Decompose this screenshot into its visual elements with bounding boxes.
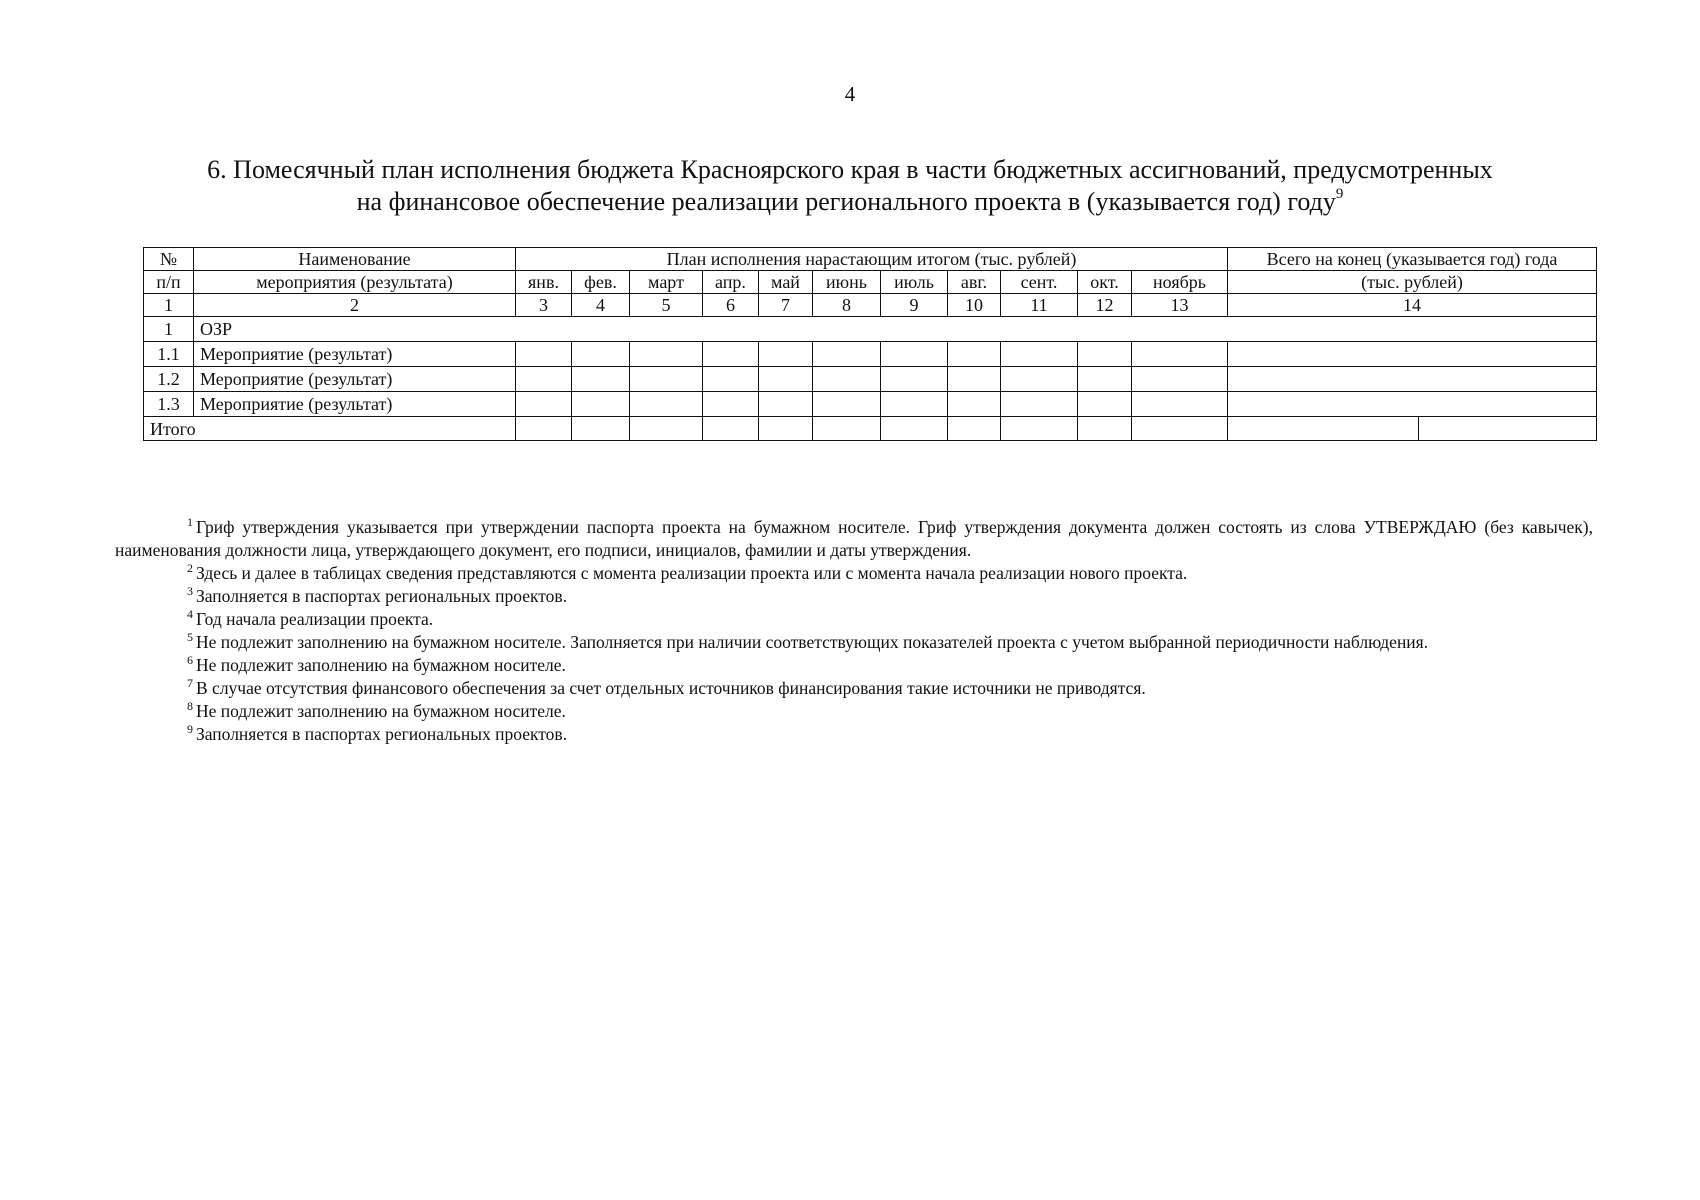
cell <box>1228 367 1597 392</box>
section-title <box>120 154 1580 218</box>
table-row <box>144 342 1597 367</box>
footnote <box>115 700 1593 723</box>
cell <box>1228 392 1597 417</box>
header-total-line-2: (тыс. рублей) <box>1228 271 1597 294</box>
column-number: 5 <box>630 294 703 317</box>
cell <box>1001 392 1078 417</box>
cell <box>1078 392 1132 417</box>
footnote <box>115 631 1593 654</box>
cell <box>759 342 813 367</box>
month-header: май <box>759 271 813 294</box>
header-name-line-2: мероприятия (результата) <box>194 271 516 294</box>
footnote-text: Год начала реализации проекта. <box>196 609 434 629</box>
cell <box>1228 417 1419 441</box>
total-row <box>144 417 1597 441</box>
footnote-ref: 6 <box>187 653 193 667</box>
footnote <box>115 723 1593 746</box>
month-header: окт. <box>1078 271 1132 294</box>
footnote <box>115 562 1593 585</box>
cell <box>881 342 948 367</box>
cell <box>813 367 881 392</box>
month-header: ноябрь <box>1132 271 1228 294</box>
cell <box>516 392 572 417</box>
row-num: 1.1 <box>144 342 194 367</box>
footnote <box>115 516 1593 562</box>
cell <box>948 417 1001 441</box>
cell <box>813 392 881 417</box>
column-number: 6 <box>703 294 759 317</box>
cell <box>703 392 759 417</box>
footnote-ref: 3 <box>187 584 193 598</box>
footnote-text: Заполняется в паспортах региональных проектов. <box>196 586 568 606</box>
month-header: авг. <box>948 271 1001 294</box>
month-header: март <box>630 271 703 294</box>
monthly-plan-table <box>143 247 1597 441</box>
column-number: 8 <box>813 294 881 317</box>
month-header: июнь <box>813 271 881 294</box>
row-name: Мероприятие (результат) <box>194 342 516 367</box>
column-number: 4 <box>572 294 630 317</box>
footnote-ref: 7 <box>187 676 193 690</box>
header-num-line-2: п/п <box>144 271 194 294</box>
header-plan: План исполнения нарастающим итогом (тыс. рублей) <box>516 248 1228 271</box>
cell <box>1132 367 1228 392</box>
cell <box>881 417 948 441</box>
row-name: Мероприятие (результат) <box>194 367 516 392</box>
cell <box>630 342 703 367</box>
column-number: 10 <box>948 294 1001 317</box>
cell <box>881 392 948 417</box>
cell <box>948 367 1001 392</box>
column-number: 7 <box>759 294 813 317</box>
cell <box>1078 342 1132 367</box>
column-number: 11 <box>1001 294 1078 317</box>
header-row-2 <box>144 271 1597 294</box>
cell <box>1132 342 1228 367</box>
cell <box>759 392 813 417</box>
column-number: 1 <box>144 294 194 317</box>
column-number: 9 <box>881 294 948 317</box>
footnote <box>115 585 1593 608</box>
footnote-text: Заполняется в паспортах региональных проектов. <box>196 724 568 744</box>
section-title-line-1: 6. Помесячный план исполнения бюджета Красноярского края в части бюджетных ассигнований, предусмотренных <box>207 155 1493 184</box>
footnote-ref: 5 <box>187 630 193 644</box>
footnote-ref: 9 <box>187 722 193 736</box>
row-num: 1 <box>144 317 194 342</box>
month-header: сент. <box>1001 271 1078 294</box>
cell <box>1078 367 1132 392</box>
column-number-row <box>144 294 1597 317</box>
footnote-ref: 1 <box>187 515 193 529</box>
month-header: янв. <box>516 271 572 294</box>
cell <box>1228 342 1597 367</box>
row-name: Мероприятие (результат) <box>194 392 516 417</box>
cell <box>759 367 813 392</box>
cell <box>630 392 703 417</box>
cell <box>1132 392 1228 417</box>
cell <box>1132 417 1228 441</box>
table-row <box>144 367 1597 392</box>
cell <box>630 417 703 441</box>
column-number: 14 <box>1228 294 1597 317</box>
cell <box>516 367 572 392</box>
cell <box>813 342 881 367</box>
table-row <box>144 317 1597 342</box>
cell <box>630 367 703 392</box>
footnote-text: Не подлежит заполнению на бумажном носителе. <box>196 701 566 721</box>
cell <box>572 392 630 417</box>
cell <box>948 392 1001 417</box>
total-label: Итого <box>144 417 516 441</box>
header-row-1 <box>144 248 1597 271</box>
cell <box>1001 417 1078 441</box>
cell <box>572 417 630 441</box>
footnotes <box>115 516 1593 746</box>
cell <box>516 417 572 441</box>
footnote-ref: 4 <box>187 607 193 621</box>
cell <box>572 342 630 367</box>
cell <box>572 367 630 392</box>
footnote-text: В случае отсутствия финансового обеспечения за счет отдельных источников финансирования такие источники не приводятся. <box>196 678 1146 698</box>
cell <box>813 417 881 441</box>
cell <box>516 342 572 367</box>
footnote <box>115 677 1593 700</box>
footnote-ref: 2 <box>187 561 193 575</box>
section-title-line-2 <box>120 186 1580 218</box>
footnote <box>115 654 1593 677</box>
cell <box>1001 342 1078 367</box>
cell <box>1078 417 1132 441</box>
header-total: Всего на конец (указывается год) года <box>1228 248 1597 271</box>
cell <box>703 367 759 392</box>
cell <box>881 367 948 392</box>
cell <box>703 342 759 367</box>
column-number: 3 <box>516 294 572 317</box>
cell <box>1419 417 1597 441</box>
table-row <box>144 392 1597 417</box>
row-name: ОЗР <box>194 317 1597 342</box>
header-name: Наименование <box>194 248 516 271</box>
month-header: июль <box>881 271 948 294</box>
footnote-ref: 8 <box>187 699 193 713</box>
column-number: 2 <box>194 294 516 317</box>
cell <box>759 417 813 441</box>
title-footnote-ref: 9 <box>1335 186 1344 202</box>
section-title-line-2-text: на финансовое обеспечение реализации регионального проекта в (указывается год) году <box>356 187 1336 216</box>
month-header: фев. <box>572 271 630 294</box>
row-num: 1.2 <box>144 367 194 392</box>
column-number: 13 <box>1132 294 1228 317</box>
cell <box>948 342 1001 367</box>
row-num: 1.3 <box>144 392 194 417</box>
footnote-text: Здесь и далее в таблицах сведения представляются с момента реализации проекта или с момента начала реализации нового проекта. <box>196 563 1188 583</box>
footnote-text: Не подлежит заполнению на бумажном носителе. <box>196 655 566 675</box>
cell <box>703 417 759 441</box>
page-number: 4 <box>844 82 856 106</box>
month-header: апр. <box>703 271 759 294</box>
footnote-text: Гриф утверждения указывается при утверждении паспорта проекта на бумажном носителе. Гриф утверждения документа должен состоять из слова УТВЕРЖДАЮ (без кавычек), наименования должности лица, утверждающего документ, его подписи, инициалов, фамилии и даты утверждения. <box>115 517 1593 560</box>
header-num: № <box>144 248 194 271</box>
footnote <box>115 608 1593 631</box>
cell <box>1001 367 1078 392</box>
column-number: 12 <box>1078 294 1132 317</box>
footnote-text: Не подлежит заполнению на бумажном носителе. Заполняется при наличии соответствующих показателей проекта с учетом выбранной периодичности наблюдения. <box>196 632 1429 652</box>
